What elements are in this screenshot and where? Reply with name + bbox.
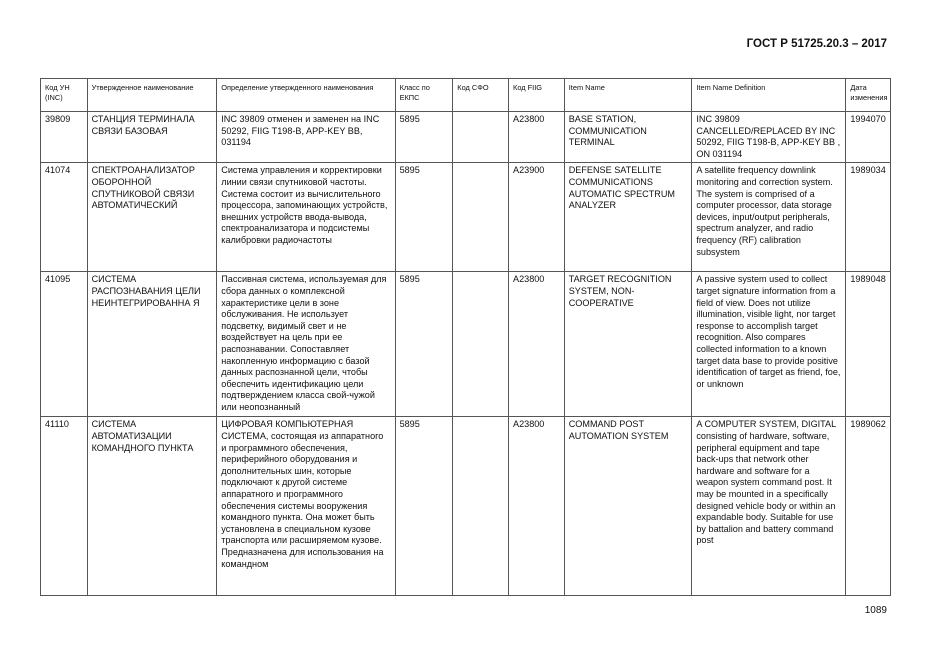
cell-definition: ЦИФРОВАЯ КОМПЬЮТЕРНАЯ СИСТЕМА, состоящая из аппаратного и программного обеспечения, периферийного оборудования и дополнительных шин, которые подключают к другой системе аппаратного и программного обеспечения системы вооружения командного пункта. Она может быть установлена в специальном кузове транспорта или расширяемом кузове. Предназначена для использования на командном [217, 417, 395, 596]
column-header-date: Дата изменения [846, 79, 891, 112]
cell-item-definition: A satellite frequency downlink monitoring and correction system. The system is comprised of a computer processor, data storage devices, input/output peripherals, spectrum analyzer, and radio frequency (RF) calibration subsystem [692, 163, 846, 272]
items-table [40, 78, 891, 596]
column-header-inc: Код УН (INC) [41, 79, 88, 112]
cell-sfo [453, 272, 509, 417]
cell-item-name: TARGET RECOGNITION SYSTEM, NON-COOPERATIVE [564, 272, 692, 417]
cell-definition: Система управления и корректировки линии связи спутниковой частоты. Система состоит из вычислительного процессора, запоминающих устройств, внешних устройств ввода-вывода, спектроанализатора и подсистемы калибровки радиочастоты [217, 163, 395, 272]
cell-definition: Пассивная система, используемая для сбора данных о комплексной характеристике цели в зоне обслуживания. Не использует подсветку, видимый свет и не воздействует на цель при ее распознавании. Сопоставляет накопленную информацию с базой данных распознанной цели, чтобы обеспечить идентификацию цели подтверждением класса свой-чужой или неопознанный [217, 272, 395, 417]
cell-fiig: A23800 [509, 417, 565, 596]
column-header-item-name: Item Name [564, 79, 692, 112]
table-row [41, 272, 891, 417]
cell-inc: 41074 [41, 163, 88, 272]
table-row [41, 417, 891, 596]
cell-fiig: A23800 [509, 112, 565, 163]
document-header: ГОСТ Р 51725.20.3 – 2017 [746, 38, 887, 50]
cell-name: СТАНЦИЯ ТЕРМИНАЛА СВЯЗИ БАЗОВАЯ [87, 112, 217, 163]
cell-fiig: A23800 [509, 272, 565, 417]
column-header-class: Класс по ЕКПС [395, 79, 453, 112]
cell-inc: 41110 [41, 417, 88, 596]
cell-inc: 41095 [41, 272, 88, 417]
column-header-fiig: Код FIIG [509, 79, 565, 112]
cell-definition: INC 39809 отменен и заменен на INC 50292, FIIG T198-B, APP-KEY BB, 031194 [217, 112, 395, 163]
cell-date: 1989062 [846, 417, 891, 596]
cell-name: СИСТЕМА РАСПОЗНАВАНИЯ ЦЕЛИ НЕИНТЕГРИРОВАННА Я [87, 272, 217, 417]
cell-fiig: A23900 [509, 163, 565, 272]
table-header-row [41, 79, 891, 112]
table-row [41, 112, 891, 163]
cell-item-name: COMMAND POST AUTOMATION SYSTEM [564, 417, 692, 596]
cell-sfo [453, 112, 509, 163]
cell-item-definition: INC 39809 CANCELLED/REPLACED BY INC 50292, FIIG T198-B, APP-KEY BB , ON 031194 [692, 112, 846, 163]
cell-item-definition: A passive system used to collect target signature information from a field of view. Does not utilize illumination, visible light, nor target response to accomplish target recognition. Also compares collected information to a known target data base to provide positive identification of target as friend, foe, or unknown [692, 272, 846, 417]
cell-name: СПЕКТРОАНАЛИЗАТОР ОБОРОННОЙ СПУТНИКОВОЙ СВЯЗИ АВТОМАТИЧЕСКИЙ [87, 163, 217, 272]
cell-sfo [453, 417, 509, 596]
cell-class: 5895 [395, 272, 453, 417]
column-header-definition: Определение утвержденного наименования [217, 79, 395, 112]
cell-item-name: DEFENSE SATELLITE COMMUNICATIONS AUTOMATIC SPECTRUM ANALYZER [564, 163, 692, 272]
column-header-name: Утвержденное наименование [87, 79, 217, 112]
cell-item-name: BASE STATION, COMMUNICATION TERMINAL [564, 112, 692, 163]
cell-sfo [453, 163, 509, 272]
page-number: 1089 [864, 605, 887, 616]
cell-inc: 39809 [41, 112, 88, 163]
cell-class: 5895 [395, 417, 453, 596]
cell-date: 1989048 [846, 272, 891, 417]
column-header-item-definition: Item Name Definition [692, 79, 846, 112]
table-row [41, 163, 891, 272]
cell-name: СИСТЕМА АВТОМАТИЗАЦИИ КОМАНДНОГО ПУНКТА [87, 417, 217, 596]
cell-class: 5895 [395, 163, 453, 272]
cell-date: 1989034 [846, 163, 891, 272]
cell-class: 5895 [395, 112, 453, 163]
column-header-sfo: Код СФО [453, 79, 509, 112]
cell-date: 1994070 [846, 112, 891, 163]
cell-item-definition: A COMPUTER SYSTEM, DIGITAL consisting of hardware, software, peripheral equipment and tape back-ups that network other hardware and software for a weapon system command post. It may be mounted in a specifically designed vehicle body or within an expandable body. Suitable for use by battalion and battery command post [692, 417, 846, 596]
